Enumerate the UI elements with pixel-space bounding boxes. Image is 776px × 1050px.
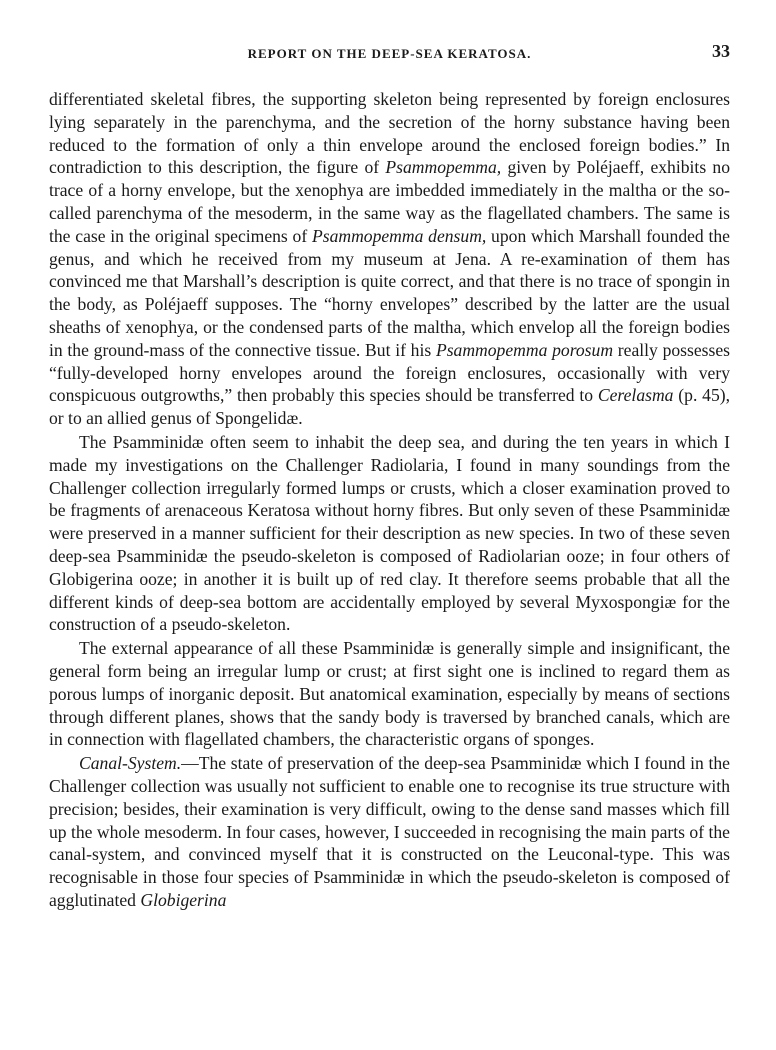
text-run: The Psamminidæ often seem to inhabit the deep sea, and during the ten years in which I made my investigations on the Challenger Radiolaria, I found in many soundings from the Challenger collection irregularly formed lumps or crusts, which a closer examination proved to be fragments of arenaceous Keratosa without horny fibres. But only seven of these Psamminidæ were preserved in a manner sufficient for their description as new species. In two of these seven deep-sea Psamminidæ the pseudo-skeleton is composed of Radiolarian ooze; in four others of Globigerina ooze; in another it is built up of red clay. It therefore seems probable that all the different kinds of deep-sea bottom are accidentally employed by several Myxospongiæ for the construction of a pseudo-skeleton. — [49, 431, 730, 635]
text-run: given by Poléjaeff, exhibits no trace of a horny envelope, but the xenophya are imbedded immediately in the maltha or the so-called parenchyma of the mesoderm, in the same way as the flagellated chambers. The same is the case in the original specimens of — [49, 157, 731, 246]
taxon-name: Cerelasma — [597, 385, 674, 406]
text-run: (p. 45), or to an allied genus of Spongelidæ. — [49, 385, 731, 429]
text-run: upon which Marshall founded the genus, and which he received from my museum at Jena. A re-examination of them has convinced me that Marshall’s description is quite correct, and that there is no trace of spongin in the body, as Poléjaeff supposes. The “horny envelopes” described by the latter are the usual sheaths of xenophya, or the condensed parts of the maltha, which envelop all the foreign bodies in the ground-mass of the connective tissue. But if his — [49, 225, 730, 360]
document-page — [49, 38, 730, 912]
taxon-name: Psammopemma, — [385, 157, 502, 178]
text-run: —The state of preservation of the deep-sea Psamminidæ which I found in the Challenger collection was usually not sufficient to enable one to recognise its true structure with precision; besides, their examination is very difficult, owing to the dense sand masses which fill up the whole mesoderm. In four cases, however, I succeeded in recognising the main parts of the canal-system, and convinced myself that it is constructed on the Leuconal-type. This was recognisable in those four species of Psamminidæ in which the pseudo-skeleton is composed of agglutinated — [49, 753, 730, 910]
taxon-name: Psammopemma porosum — [435, 339, 614, 360]
paragraph — [49, 431, 730, 636]
running-title: REPORT ON THE DEEP-SEA KERATOSA. — [247, 46, 532, 61]
text-run: differentiated skeletal fibres, the supporting skeleton being represented by foreign enclosures lying separately in the parenchyma, and the secretion of the horny substance having been reduced to the formation of only a thin envelope around the enclosed foreign bodies.” In contradiction to this description, the figure of — [49, 89, 730, 178]
body-text — [49, 88, 730, 912]
taxon-name: Globigerina — [140, 889, 227, 910]
paragraph — [49, 752, 730, 912]
paragraph — [49, 88, 730, 430]
taxon-name: Psammopemma densum, — [311, 225, 487, 246]
section-heading: Canal-System. — [79, 753, 182, 774]
page-number: 33 — [712, 41, 730, 61]
text-run: really possesses “fully-developed horny envelopes around the foreign enclosures, occasionally with very conspicuous outgrowths,” then probably this species should be transferred to — [49, 339, 731, 406]
paragraph — [49, 637, 730, 751]
page-header — [49, 38, 730, 66]
text-run: The external appearance of all these Psamminidæ is generally simple and insignificant, the general form being an irregular lump or crust; at first sight one is inclined to regard them as porous lumps of inorganic deposit. But anatomical examination, especially by means of sections through different planes, shows that the sandy body is traversed by branched canals, which are in connection with flagellated chambers, the characteristic organs of sponges. — [49, 638, 730, 750]
